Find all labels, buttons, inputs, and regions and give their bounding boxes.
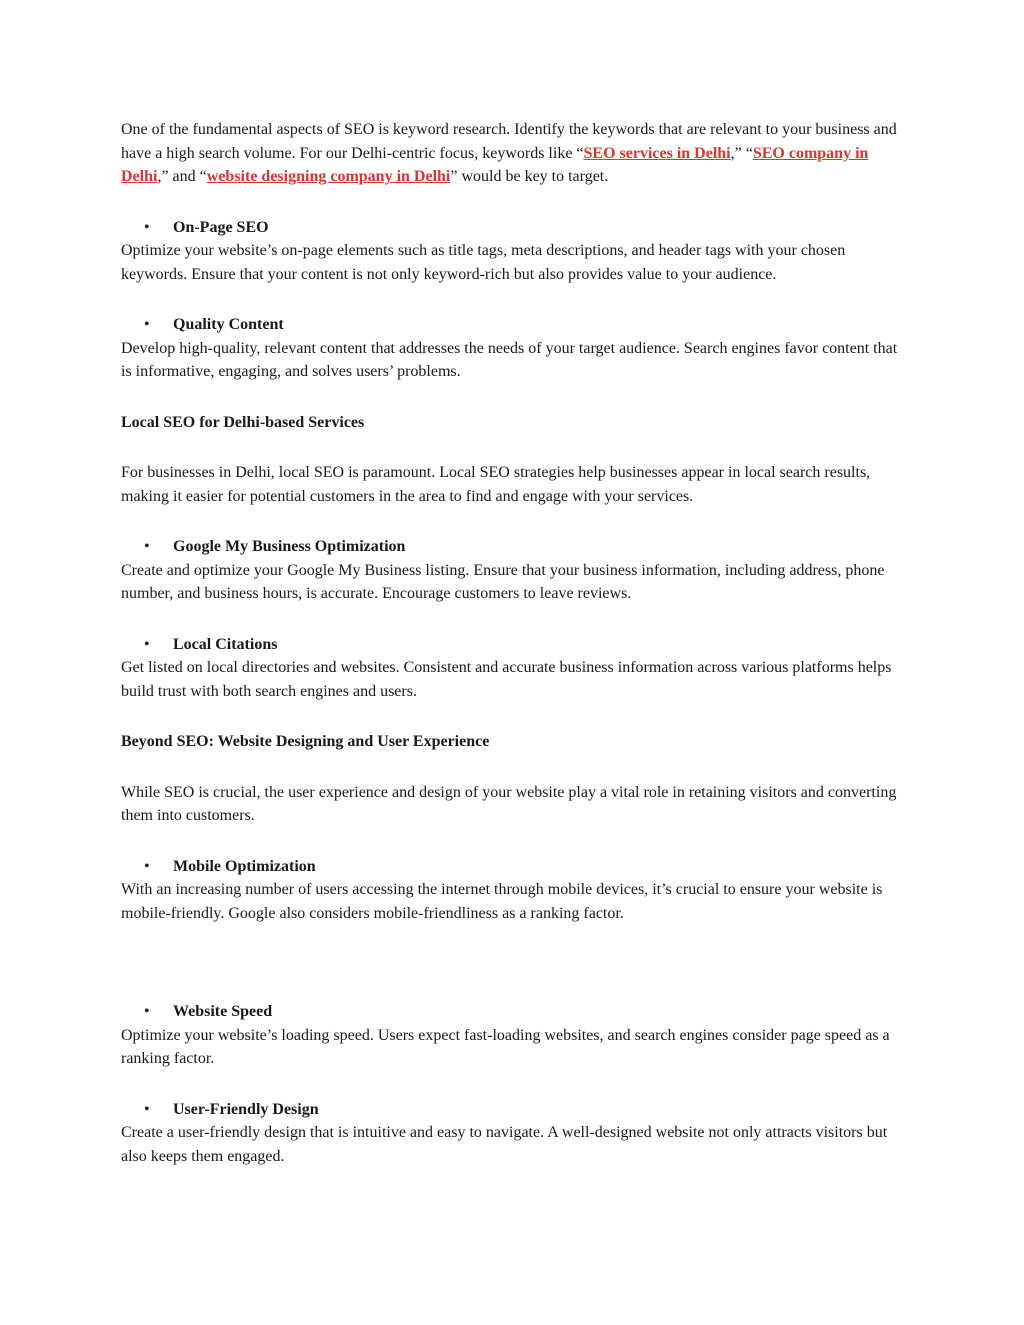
bullet-icon: • [144, 316, 150, 333]
intro-text-3: ,” and “ [157, 168, 207, 185]
heading-beyond-seo: Beyond SEO: Website Designing and User Experience [121, 733, 490, 750]
document-page [121, 118, 911, 1195]
heading-local-seo: Local SEO for Delhi-based Services [121, 413, 365, 431]
item-body-google-my-business: Create and optimize your Google My Business listing. Ensure that your business information, including address, phone number, and business hours, is accurate. Encourage customers to leave reviews. [121, 561, 885, 602]
list-item-title [121, 1000, 911, 1024]
item-title-user-friendly-design: User-Friendly Design [173, 1100, 319, 1118]
link-seo-services-in-delhi[interactable]: SEO services in Delhi [583, 144, 731, 162]
bullet-icon: • [144, 857, 150, 875]
list-item-title [121, 855, 911, 879]
item-title-quality-content: Quality Content [173, 316, 284, 333]
item-body-mobile-optimization: With an increasing number of users accessing the internet through mobile devices, it’s crucial to ensure your website is mobile-friendly. Google also considers mobile-friendliness as a ranking factor. [121, 881, 883, 922]
item-body-quality-content: Develop high-quality, relevant content that addresses the needs of your target audience. Search engines favor content that is informative, engaging, and solves users’ problems. [121, 339, 898, 380]
item-title-mobile-optimization: Mobile Optimization [173, 857, 316, 875]
bullet-icon: • [144, 538, 150, 555]
bullet-icon: • [144, 635, 150, 653]
item-title-local-citations: Local Citations [173, 635, 278, 653]
item-body-local-citations: Get listed on local directories and websites. Consistent and accurate business information across various platforms helps build trust with both search engines and users. [121, 659, 892, 700]
list-item-title [121, 216, 911, 240]
item-body-user-friendly-design: Create a user-friendly design that is intuitive and easy to navigate. A well-designed website not only attracts visitors but also keeps them engaged. [121, 1124, 888, 1165]
list-item-title [121, 633, 911, 657]
intro-text-1: One of the fundamental aspects of SEO is keyword research. Identify the keywords that are relevant to your business and have a high search volume. For our Delhi-centric focus, keywords like “ [121, 121, 897, 162]
link-website-designing-company-in-delhi[interactable]: website designing company in Delhi [206, 168, 451, 185]
item-title-on-page-seo: On-Page SEO [173, 218, 269, 236]
intro-text-2: ,” “ [730, 144, 753, 162]
item-body-on-page-seo: Optimize your website’s on-page elements such as title tags, meta descriptions, and header tags with your chosen keywords. Ensure that your content is not only keyword-rich but also provides value to your audience. [121, 242, 846, 283]
item-title-website-speed: Website Speed [173, 1003, 273, 1020]
list-item-title [121, 535, 911, 559]
intro-paragraph [121, 118, 911, 189]
item-title-google-my-business: Google My Business Optimization [173, 538, 406, 555]
item-body-website-speed: Optimize your website’s loading speed. Users expect fast-loading websites, and search engines consider page speed as a ranking factor. [121, 1026, 890, 1067]
list-item-title [121, 1098, 911, 1122]
local-seo-intro: For businesses in Delhi, local SEO is paramount. Local SEO strategies help businesses appear in local search results, making it easier for potential customers in the area to find and engage with your services. [121, 464, 871, 505]
bullet-icon: • [144, 1100, 150, 1118]
bullet-icon: • [144, 218, 150, 236]
bullet-icon: • [144, 1003, 150, 1020]
link-seo-company-in-delhi[interactable]: SEO company in Delhi [121, 144, 869, 185]
blank-space [121, 952, 911, 1000]
intro-text-4: ” would be key to target. [450, 168, 609, 185]
list-item-title [121, 313, 911, 337]
beyond-seo-intro: While SEO is crucial, the user experience and design of your website play a vital role in retaining visitors and converting them into customers. [121, 783, 897, 824]
